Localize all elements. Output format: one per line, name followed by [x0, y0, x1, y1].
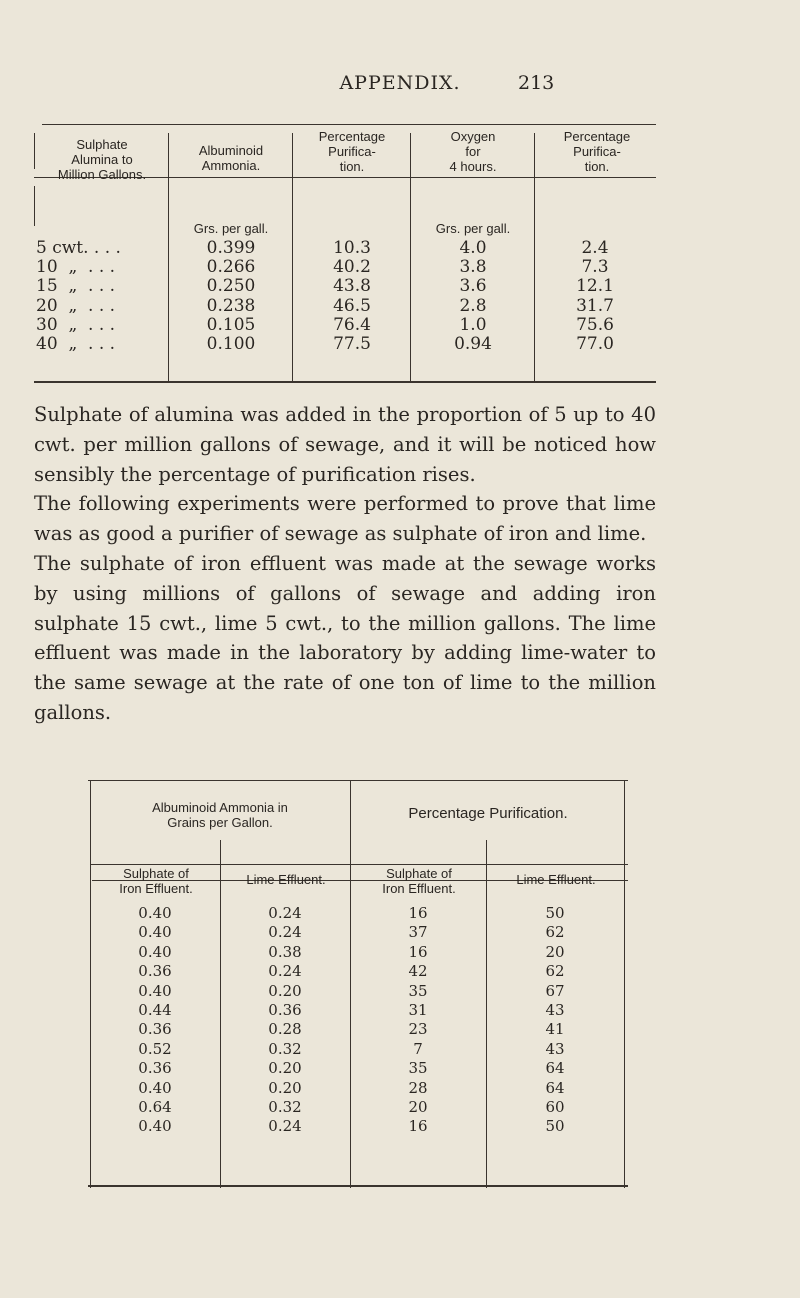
col-iron-percentage [350, 904, 486, 1137]
table-cell: 43.8 [333, 276, 371, 297]
table-cell: 0.24 [268, 923, 302, 942]
table-cell: 16 [408, 942, 428, 961]
table-cell: 10 „ . . . [36, 257, 116, 278]
table-cell: 60 [545, 1097, 565, 1116]
table-cell: 16 [408, 1117, 428, 1136]
table-cell: 3.6 [459, 276, 487, 297]
table-cell: 0.94 [454, 333, 492, 354]
paragraph: The sulphate of iron effluent was made at the sewage works by using millions of gallons of sewage and adding iron sulphate 15 cwt., lime 5 cwt., to the million gallons. The lime effluent was made in the laboratory by adding lime-water to the same sewage at the rate of one ton of lime to the million gallons. [34, 551, 656, 724]
table-cell: 7 [413, 1039, 423, 1058]
table-cell: 62 [545, 962, 565, 981]
table-cell: 31.7 [576, 295, 614, 316]
table-cell: 64 [545, 1059, 565, 1078]
header-oxygen: Oxygen for 4 hours. [449, 129, 497, 174]
table-cell: 15 „ . . . [36, 276, 116, 297]
subheader-sulphate-iron-2: Sulphate of Iron Effluent. [382, 866, 456, 896]
unit-albuminoid: Grs. per gall. [193, 221, 269, 236]
table-cell: 4.0 [459, 238, 487, 258]
header-albuminoid-ammonia: Albuminoid Ammonia. [198, 143, 264, 173]
col-divider [168, 133, 169, 381]
table-top-rule [88, 780, 628, 781]
table-cell: 0.40 [138, 904, 172, 922]
table-cell: 1.0 [459, 314, 487, 335]
running-title: APPENDIX. [339, 72, 461, 94]
table-cell: 0.36 [138, 962, 172, 981]
table-cell: 0.24 [268, 904, 302, 922]
table-cell: 0.40 [138, 1117, 172, 1136]
table-cell: 0.20 [268, 1059, 302, 1078]
table-cell: 0.20 [268, 981, 302, 1000]
table-cell: 0.28 [268, 1020, 302, 1039]
table-cell: 0.399 [206, 238, 256, 258]
table-bottom-rule [88, 1185, 628, 1187]
table-cell: 46.5 [333, 295, 371, 316]
header-sulphate-alumina: Sulphate Alumina to Million Gallons. [57, 137, 147, 182]
group-header-albuminoid: Albuminoid Ammonia in Grains per Gallon. [152, 800, 288, 830]
table-cell: 20 [408, 1097, 428, 1116]
table-cell: 23 [408, 1020, 428, 1039]
col-divider [292, 133, 293, 381]
paragraph: Sulphate of alumina was added in the proportion of 5 up to 40 cwt. per million gallons of sewage, and it will be noticed how sensibly the percentage of purification rises. [34, 403, 656, 486]
subheader-lime-2: Lime Effluent. [516, 872, 596, 887]
col-oxygen [412, 239, 534, 354]
table-top-rule [42, 124, 656, 125]
table-cell: 41 [545, 1020, 565, 1039]
table-cell: 31 [408, 1000, 428, 1019]
col-iron-ammonia [90, 904, 220, 1137]
table-cell: 0.250 [206, 276, 256, 297]
table-cell: 16 [408, 904, 428, 922]
table-cell: 40.2 [333, 257, 371, 278]
table-cell: 5 cwt. . . . [36, 238, 121, 258]
table-cell: 0.52 [138, 1039, 172, 1058]
table-cell: 64 [545, 1078, 565, 1097]
table-cell: 35 [408, 981, 428, 1000]
table-cell: 0.40 [138, 1078, 172, 1097]
table-cell: 2.8 [459, 295, 487, 316]
running-header [0, 72, 800, 102]
col-quantity [36, 239, 166, 354]
table-cell: 0.266 [206, 257, 256, 278]
table-cell: 35 [408, 1059, 428, 1078]
col-divider [534, 133, 535, 381]
table-cell: 37 [408, 923, 428, 942]
subheader-lime: Lime Effluent. [246, 872, 326, 887]
col-divider [624, 780, 625, 1188]
col-divider [34, 133, 35, 169]
subheader-sulphate-iron: Sulphate of Iron Effluent. [119, 866, 193, 896]
table-cell: 42 [408, 962, 428, 981]
table-cell: 30 „ . . . [36, 314, 116, 335]
table-cell: 0.36 [268, 1000, 302, 1019]
col-lime-percentage [486, 904, 624, 1137]
header-percentage-purification-2: Percentage Purifica- tion. [563, 129, 631, 174]
table-cell: 0.32 [268, 1097, 302, 1116]
table-cell: 0.238 [206, 295, 256, 316]
table-cell: 12.1 [576, 276, 614, 297]
table-cell: 3.8 [459, 257, 487, 278]
table-cell: 0.36 [138, 1020, 172, 1039]
table-cell: 50 [545, 1117, 565, 1136]
col-divider [410, 133, 411, 381]
table-cell: 77.0 [576, 333, 614, 354]
table-cell: 7.3 [581, 257, 609, 278]
header-rule [90, 864, 628, 865]
table-cell: 10.3 [333, 238, 371, 258]
unit-oxygen: Grs. per gall. [435, 221, 511, 236]
table-bottom-rule [34, 381, 656, 383]
table-cell: 0.24 [268, 962, 302, 981]
table-cell: 0.40 [138, 942, 172, 961]
table-cell: 0.40 [138, 981, 172, 1000]
table-cell: 75.6 [576, 314, 614, 335]
table-cell: 2.4 [581, 238, 609, 258]
table-cell: 76.4 [333, 314, 371, 335]
table-cell: 0.40 [138, 923, 172, 942]
table-cell: 0.105 [206, 314, 256, 335]
table-cell: 40 „ . . . [36, 333, 116, 354]
table-cell: 0.38 [268, 942, 302, 961]
alumina-table [34, 121, 656, 383]
table-cell: 20 „ . . . [36, 295, 116, 316]
col-percentage [294, 239, 410, 354]
col-percentage-2 [536, 239, 654, 354]
page-number: 213 [518, 72, 555, 94]
table-cell: 28 [408, 1078, 428, 1097]
col-lime-ammonia [220, 904, 350, 1137]
group-header-percentage: Percentage Purification. [408, 805, 568, 822]
iron-lime-table [88, 780, 628, 1190]
paragraph: The following experiments were performed to prove that lime was as good a purifier of sewage as sulphate of iron and lime. [34, 492, 656, 546]
col-albuminoid [170, 239, 292, 354]
table-cell: 0.20 [268, 1078, 302, 1097]
header-percentage-purification: Percentage Purifica- tion. [318, 129, 386, 174]
table-cell: 50 [545, 904, 565, 922]
table-cell: 20 [545, 942, 565, 961]
table-cell: 43 [545, 1000, 565, 1019]
table-cell: 77.5 [333, 333, 371, 354]
table-cell: 0.64 [138, 1097, 172, 1116]
table-cell: 43 [545, 1039, 565, 1058]
table-cell: 0.24 [268, 1117, 302, 1136]
table-cell: 0.44 [138, 1000, 172, 1019]
table-cell: 0.32 [268, 1039, 302, 1058]
table-cell: 67 [545, 981, 565, 1000]
body-text [34, 400, 656, 728]
table-cell: 0.36 [138, 1059, 172, 1078]
table-cell: 0.100 [206, 333, 256, 354]
table-cell: 62 [545, 923, 565, 942]
col-divider [34, 186, 35, 226]
